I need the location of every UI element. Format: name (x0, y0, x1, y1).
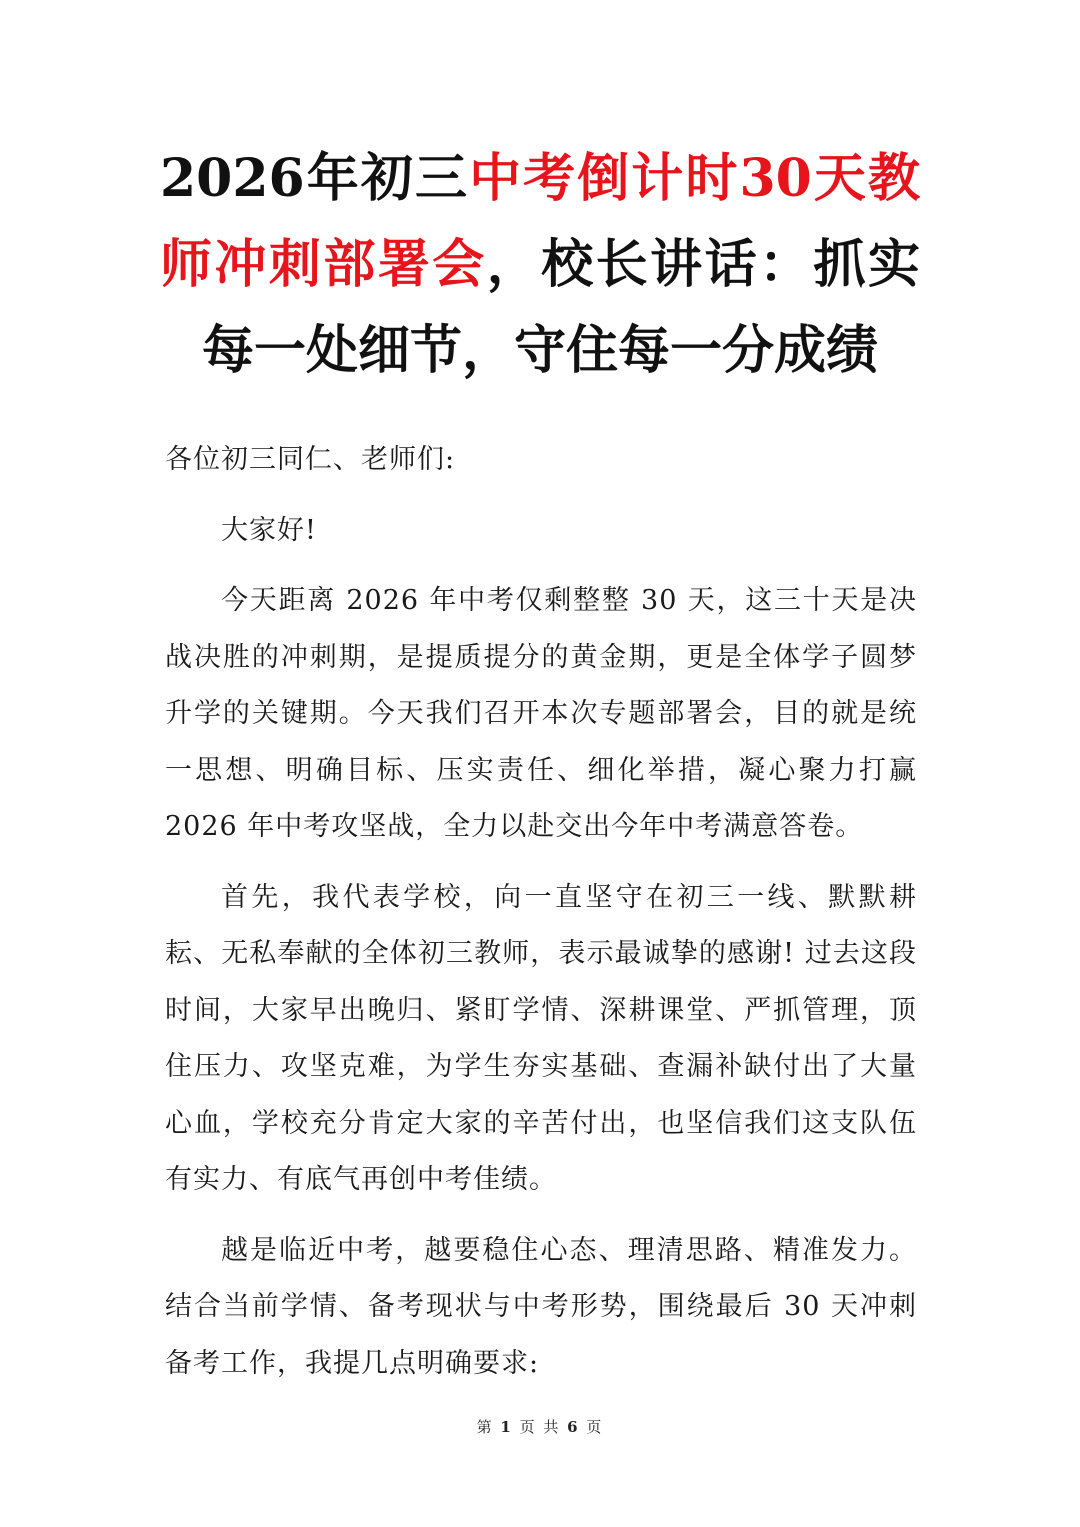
salutation: 各位初三同仁、老师们: (165, 444, 456, 475)
title-part-highlight: 中考倒计时30天教师冲刺部署会 (160, 148, 920, 295)
footer-page-total: 6 (567, 1418, 580, 1436)
footer-suffix: 页 (586, 1418, 604, 1436)
title-part-subtitle: ，校长讲话：抓实每一处细节，守住每一分成绩 (201, 234, 920, 381)
paragraph-intro: 今天距离 2026 年中考仅剩整整 30 天，这三十天是决战决胜的冲刺期，是提质提分的黄金期，更是全体学子圆梦升学的关键期。今天我们召开本次专题部署会，目的就是统一思想、明确目标、压实责任、细化举措，凝心聚力打赢 2026 年中考攻坚战，全力以赴交出今年中考满意答卷。 (165, 585, 917, 842)
document-title (160, 136, 920, 394)
page-footer (0, 1416, 1080, 1437)
footer-page-number: 1 (500, 1418, 513, 1436)
document-body (165, 432, 917, 1406)
title-part-year: 2026年初三 (160, 148, 470, 209)
footer-middle: 页 共 (519, 1418, 561, 1436)
greeting: 大家好! (221, 514, 317, 546)
paragraph-thanks: 首先，我代表学校，向一直坚守在初三一线、默默耕耘、无私奉献的全体初三教师，表示最诚挚的感谢! 过去这段时间，大家早出晚归、紧盯学情、深耕课堂、严抓管理，顶住压力、攻坚克难，为学生夯实基础、查漏补缺付出了大量心血，学校充分肯定大家的辛苦付出，也坚信我们这支队伍有实力、有底气再创中考佳绩。 (165, 881, 917, 1195)
paragraph-requirements: 越是临近中考，越要稳住心态、理清思路、精准发力。结合当前学情、备考现状与中考形势，围绕最后 30 天冲刺备考工作，我提几点明确要求: (165, 1234, 917, 1379)
footer-prefix: 第 (476, 1418, 494, 1436)
